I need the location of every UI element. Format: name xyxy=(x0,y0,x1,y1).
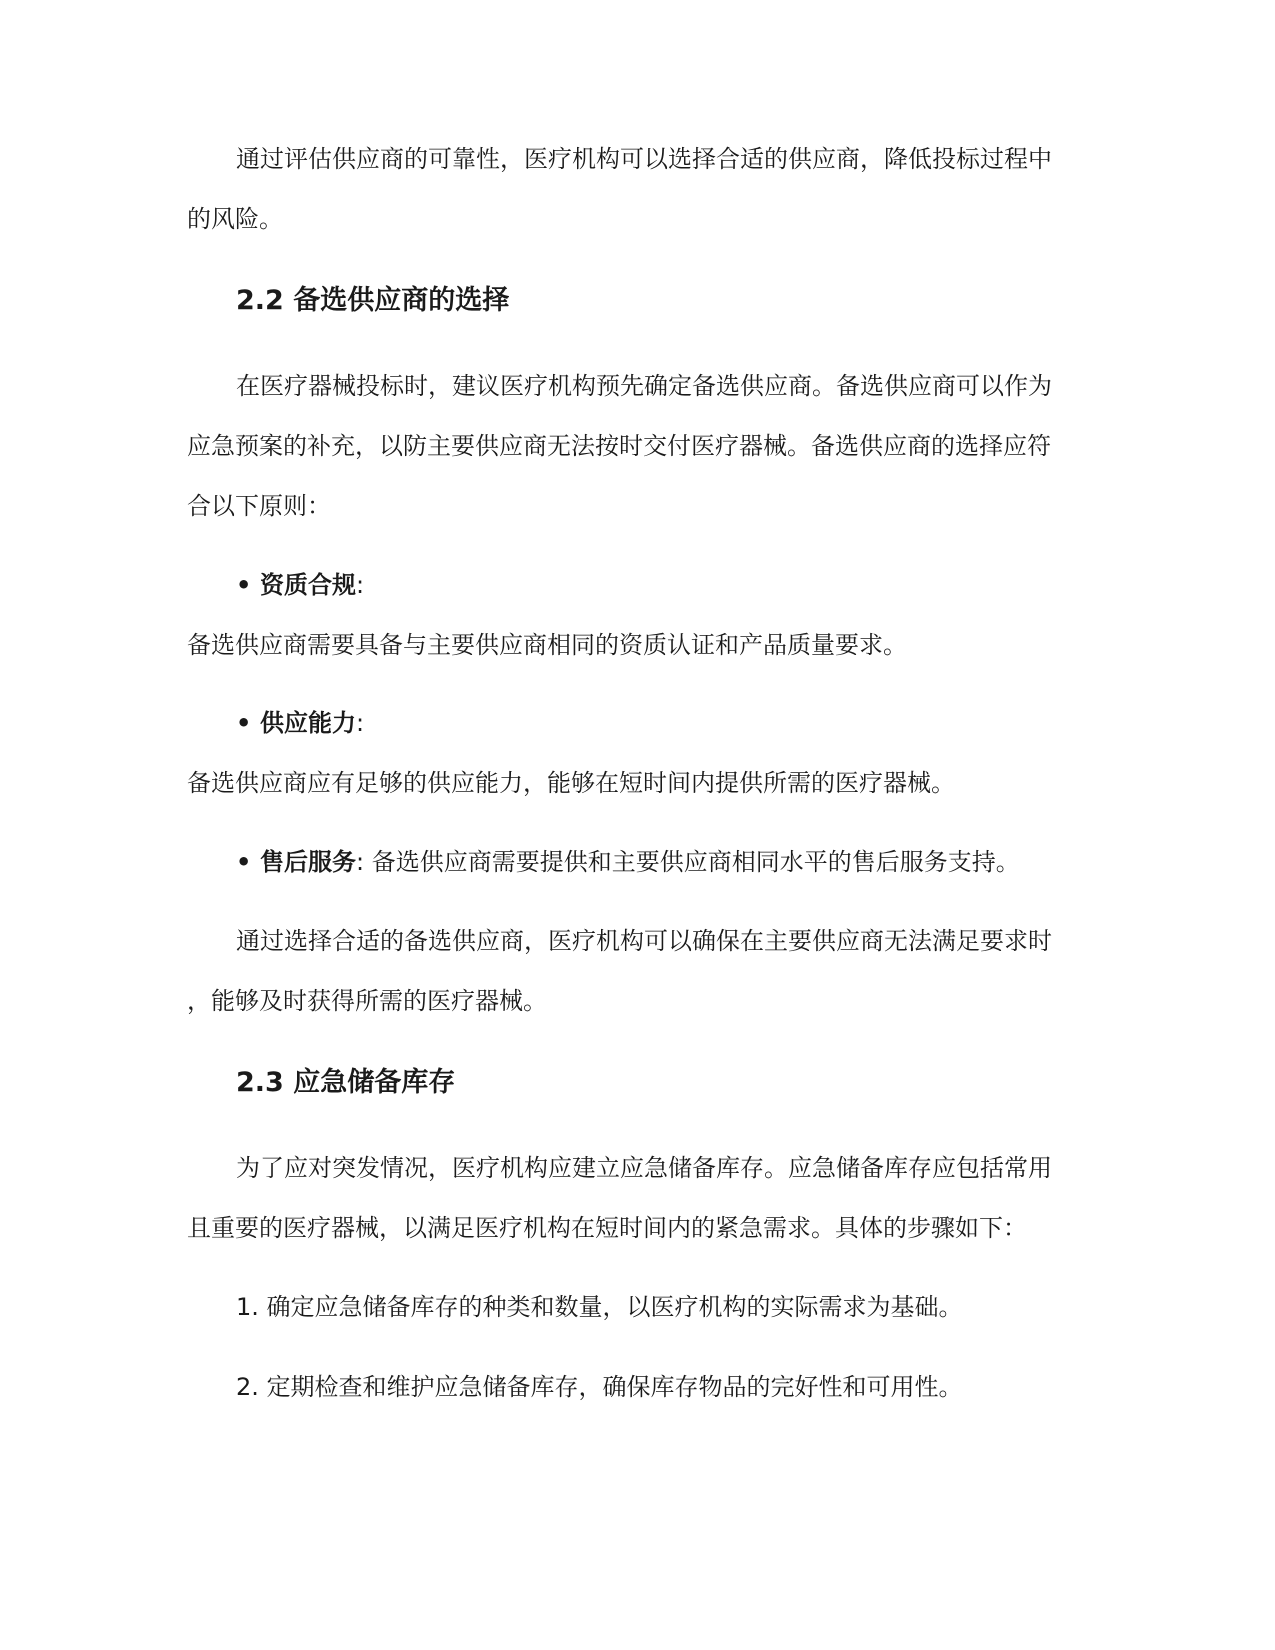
bullet-item-qualification xyxy=(236,569,364,601)
numbered-step-1: 1. 确定应急储备库存的种类和数量，以医疗机构的实际需求为基础。 xyxy=(236,1293,963,1321)
bullet-term: 供应能力 xyxy=(260,709,356,737)
numbered-step-2: 2. 定期检查和维护应急储备库存，确保库存物品的完好性和可用性。 xyxy=(236,1373,963,1401)
bullet-item-supply-capacity xyxy=(236,707,364,739)
section-2-3-paragraph-line-2: 且重要的医疗器械，以满足医疗机构在短时间内的紧急需求。具体的步骤如下： xyxy=(187,1214,1027,1242)
intro-paragraph-line-2: 的风险。 xyxy=(187,205,283,233)
bullet-colon: : xyxy=(356,709,365,737)
section-heading-2-3: 2.3 应急储备库存 xyxy=(236,1067,456,1098)
bullet-term: 资质合规 xyxy=(260,571,356,599)
bullet-inline-description: 备选供应商需要提供和主要供应商相同水平的售后服务支持。 xyxy=(364,848,1020,876)
bullet-dot: • xyxy=(236,709,252,737)
bullet-colon: : xyxy=(356,571,365,599)
section-2-2-closing-line-2: ，能够及时获得所需的医疗器械。 xyxy=(187,987,547,1015)
section-2-2-paragraph-line-3: 合以下原则： xyxy=(187,492,331,520)
section-2-2-closing-line-1: 通过选择合适的备选供应商，医疗机构可以确保在主要供应商无法满足要求时 xyxy=(236,927,1052,955)
bullet-dot: • xyxy=(236,848,252,876)
bullet-description-supply-capacity: 备选供应商应有足够的供应能力，能够在短时间内提供所需的医疗器械。 xyxy=(187,769,955,797)
section-2-2-paragraph-line-1: 在医疗器械投标时，建议医疗机构预先确定备选供应商。备选供应商可以作为 xyxy=(236,372,1052,400)
section-2-3-paragraph-line-1: 为了应对突发情况，医疗机构应建立应急储备库存。应急储备库存应包括常用 xyxy=(236,1154,1052,1182)
bullet-term: 售后服务 xyxy=(260,848,356,876)
bullet-item-after-sales xyxy=(236,846,1020,878)
bullet-description-qualification: 备选供应商需要具备与主要供应商相同的资质认证和产品质量要求。 xyxy=(187,631,907,659)
intro-paragraph-line-1: 通过评估供应商的可靠性，医疗机构可以选择合适的供应商，降低投标过程中 xyxy=(236,145,1052,173)
section-2-2-paragraph-line-2: 应急预案的补充，以防主要供应商无法按时交付医疗器械。备选供应商的选择应符 xyxy=(187,432,1051,460)
bullet-dot: • xyxy=(236,571,252,599)
section-heading-2-2: 2.2 备选供应商的选择 xyxy=(236,285,510,316)
bullet-colon: : xyxy=(356,848,365,876)
